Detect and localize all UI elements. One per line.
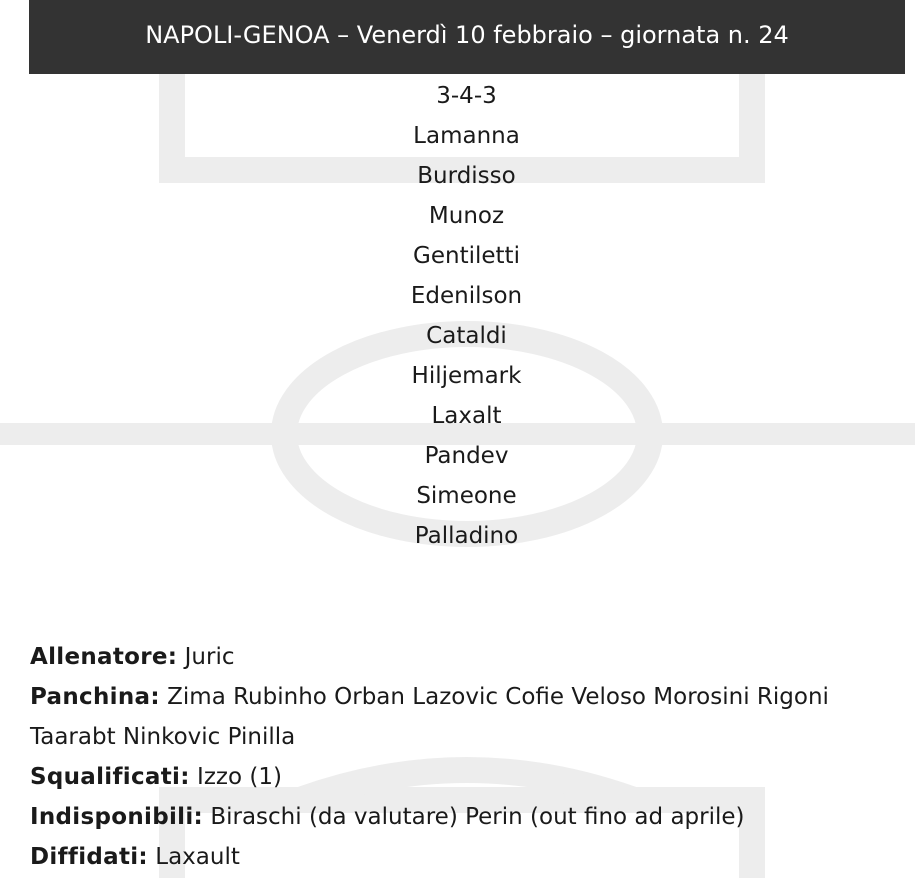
coach-value: Juric	[184, 644, 235, 670]
coach-row	[30, 637, 900, 677]
player-name: Lamanna	[413, 123, 520, 149]
coach-label: Allenatore:	[30, 644, 178, 670]
match-header	[29, 0, 905, 74]
suspended-row	[30, 757, 900, 797]
bench-value: Zima Rubinho Orban Lazovic Cofie Veloso Morosini Rigoni Taarabt Ninkovic Pinilla	[30, 684, 829, 750]
warned-value: Laxault	[155, 844, 240, 870]
player-name: Burdisso	[417, 163, 516, 189]
warned-label: Diffidati:	[30, 844, 148, 870]
player-name: Hiljemark	[411, 363, 522, 389]
player-name: Simeone	[416, 483, 517, 509]
player-name: Laxalt	[431, 403, 502, 429]
player-name: Gentiletti	[413, 243, 520, 269]
player-name: Pandev	[424, 443, 509, 469]
player-name: Munoz	[428, 203, 505, 229]
unavailable-label: Indisponibili:	[30, 804, 204, 830]
unavailable-row	[30, 797, 900, 837]
player-name: Edenilson	[410, 283, 523, 309]
player-name: Palladino	[414, 523, 519, 549]
player-name: Cataldi	[426, 323, 507, 349]
suspended-value: Izzo (1)	[197, 764, 282, 790]
warned-row	[30, 837, 900, 877]
match-title: NAPOLI-GENOA – Venerdì 10 febbraio – giornata n. 24	[145, 21, 789, 49]
suspended-label: Squalificati:	[30, 764, 190, 790]
team-info	[30, 637, 900, 877]
formation: 3-4-3	[436, 83, 497, 109]
bench-row	[30, 677, 900, 757]
bench-label: Panchina:	[30, 684, 160, 710]
unavailable-value: Biraschi (da valutare) Perin (out fino ad aprile)	[210, 804, 745, 830]
lineup-list	[0, 76, 915, 556]
